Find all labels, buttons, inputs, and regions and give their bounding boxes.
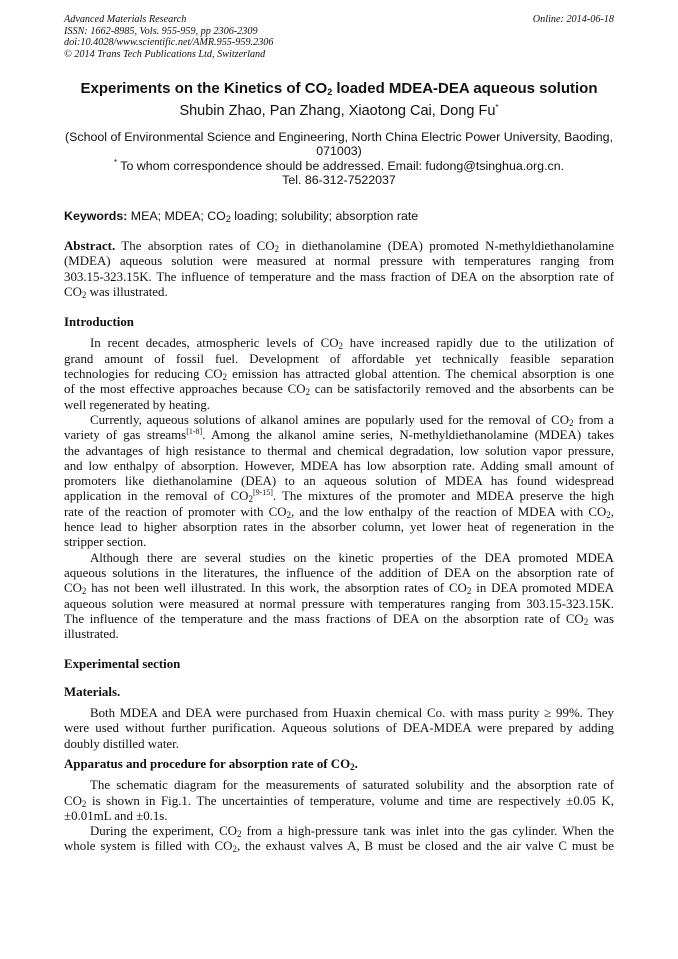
journal-header [64,14,614,60]
journal-name: Advanced Materials Research [64,14,187,25]
apparatus-paragraph-2: During the experiment, $CO_2$ from a high-pressure tank was inlet into the gas cylinder. When the whole system is filled with $CO_2$, the exhaust valves A, B must be closed and the air valve C must be [64,824,614,855]
intro-paragraph-2: Currently, aqueous solutions of alkanol amines are popularly used for the removal of $CO_2$ from a variety of gas streams[1-8]. Among the alkanol amine series, N-methyldiethanolamine (MDEA) takes the advantages of high resistance to thermal and chemical degradation, low solution vapor pressure, and low enthalpy of absorption. However, MDEA has low absorption rate. Adding small amount of promoters like diethanolamine (DEA) to an aqueous solution of MDEA has found widespread application in the removal of $CO_2[9-15]$. The mixtures of the promoter and MDEA preserve the high rate of the reaction of promoter with $CO_2$, and the low enthalpy of the reaction of MDEA with $CO_2$, hence lead to higher absorption rates in the absorber column, yet lower heat of regeneration in the stripper section. [64,412,614,550]
authors: Shubin Zhao, Pan Zhang, Xiaotong Cai, Dong Fu* [179,103,499,119]
correspondence: * To whom correspondence should be addressed. Email: fudong@tsinghua.org.cn. [113,157,565,173]
telephone: Tel. 86-312-7522037 [282,173,396,188]
keywords-label: Keywords: [64,209,128,223]
materials-paragraph: Both MDEA and DEA were purchased from Huaxin chemical Co. with mass purity ≥ 99%. They were used without further purification. Aqueous solutions of DEA-MDEA were prepared by adding doubly distilled water. [64,706,614,751]
heading-introduction: Introduction [64,315,134,330]
body-text [64,239,614,855]
copyright: © 2014 Trans Tech Publications Ltd, Switzerland [64,48,266,60]
issn: ISSN: 1662-8985, Vols. 955-959, pp 2306-2309 [64,25,258,37]
citation: [9-15] [252,488,273,498]
abstract: Abstract. The absorption rates of $CO_2$ in diethanolamine (DEA) promoted N-methyldiethanolamine (MDEA) aqueous solution were measured at normal pressure with temperatures ranging from 303.15-323.15K. The influence of temperature and the mass fraction of DEA on the absorption rate of $CO_2$ was illustrated. [64,239,614,300]
citation: [1-8] [186,427,203,437]
doi: doi:10.4028/www.scientific.net/AMR.955-959.2306 [64,37,274,49]
affiliation: (School of Environmental Science and Engineering, North China Electric Power University, Baoding, 071003) * To whom correspondence should be addressed. Email: fudong@tsinghua.org.cn. Tel. 86-312-7522037 [62,130,616,188]
online-date: Online: 2014-06-18 [532,14,614,25]
intro-paragraph-3: Although there are several studies on the kinetic properties of the DEA promoted MDEA aqueous solutions in the literatures, the influence of the addition of DEA on the absorption rate of $CO_2$ has not been well illustrated. In this work, the absorption rates of $CO_2$ in DEA promoted MDEA aqueous solution were measured at normal pressure with temperatures ranging from 303.15-323.15K. The influence of the temperature and the mass fractions of DEA on the absorption rate of $CO_2$ was illustrated. [64,550,615,642]
heading-experimental: Experimental section [64,657,181,672]
keywords: Keywords: MEA; MDEA; $CO_2$ loading; solubility; absorption rate [64,209,419,224]
paper-title: Experiments on the Kinetics of $CO_2$ loaded MDEA-DEA aqueous solution [80,80,598,97]
corresponding-mark: * [495,103,499,112]
heading-materials: Materials. [64,684,121,699]
abstract-label: Abstract. [64,239,116,253]
intro-paragraph-1: In recent decades, atmospheric levels of $CO_2$ have increased rapidly due to the utilization of grand amount of fossil fuel. Development of affordable yet technically feasible separation technologies for reducing $CO_2$ emission has attracted global attention. The chemical absorption is one of the most effective approaches because $CO_2$ can be satisfactorily removed and the absorbents can be well regenerated by heating. [64,336,614,412]
heading-apparatus: Apparatus and procedure for absorption rate of $CO_2$. [64,756,358,772]
apparatus-paragraph-1: The schematic diagram for the measurements of saturated solubility and the absorption rate of $CO_2$ is shown in Fig.1. The uncertainties of temperature, volume and time are respectively ±0.05 K, ±0.01mL and ±0.1s. [64,778,614,823]
